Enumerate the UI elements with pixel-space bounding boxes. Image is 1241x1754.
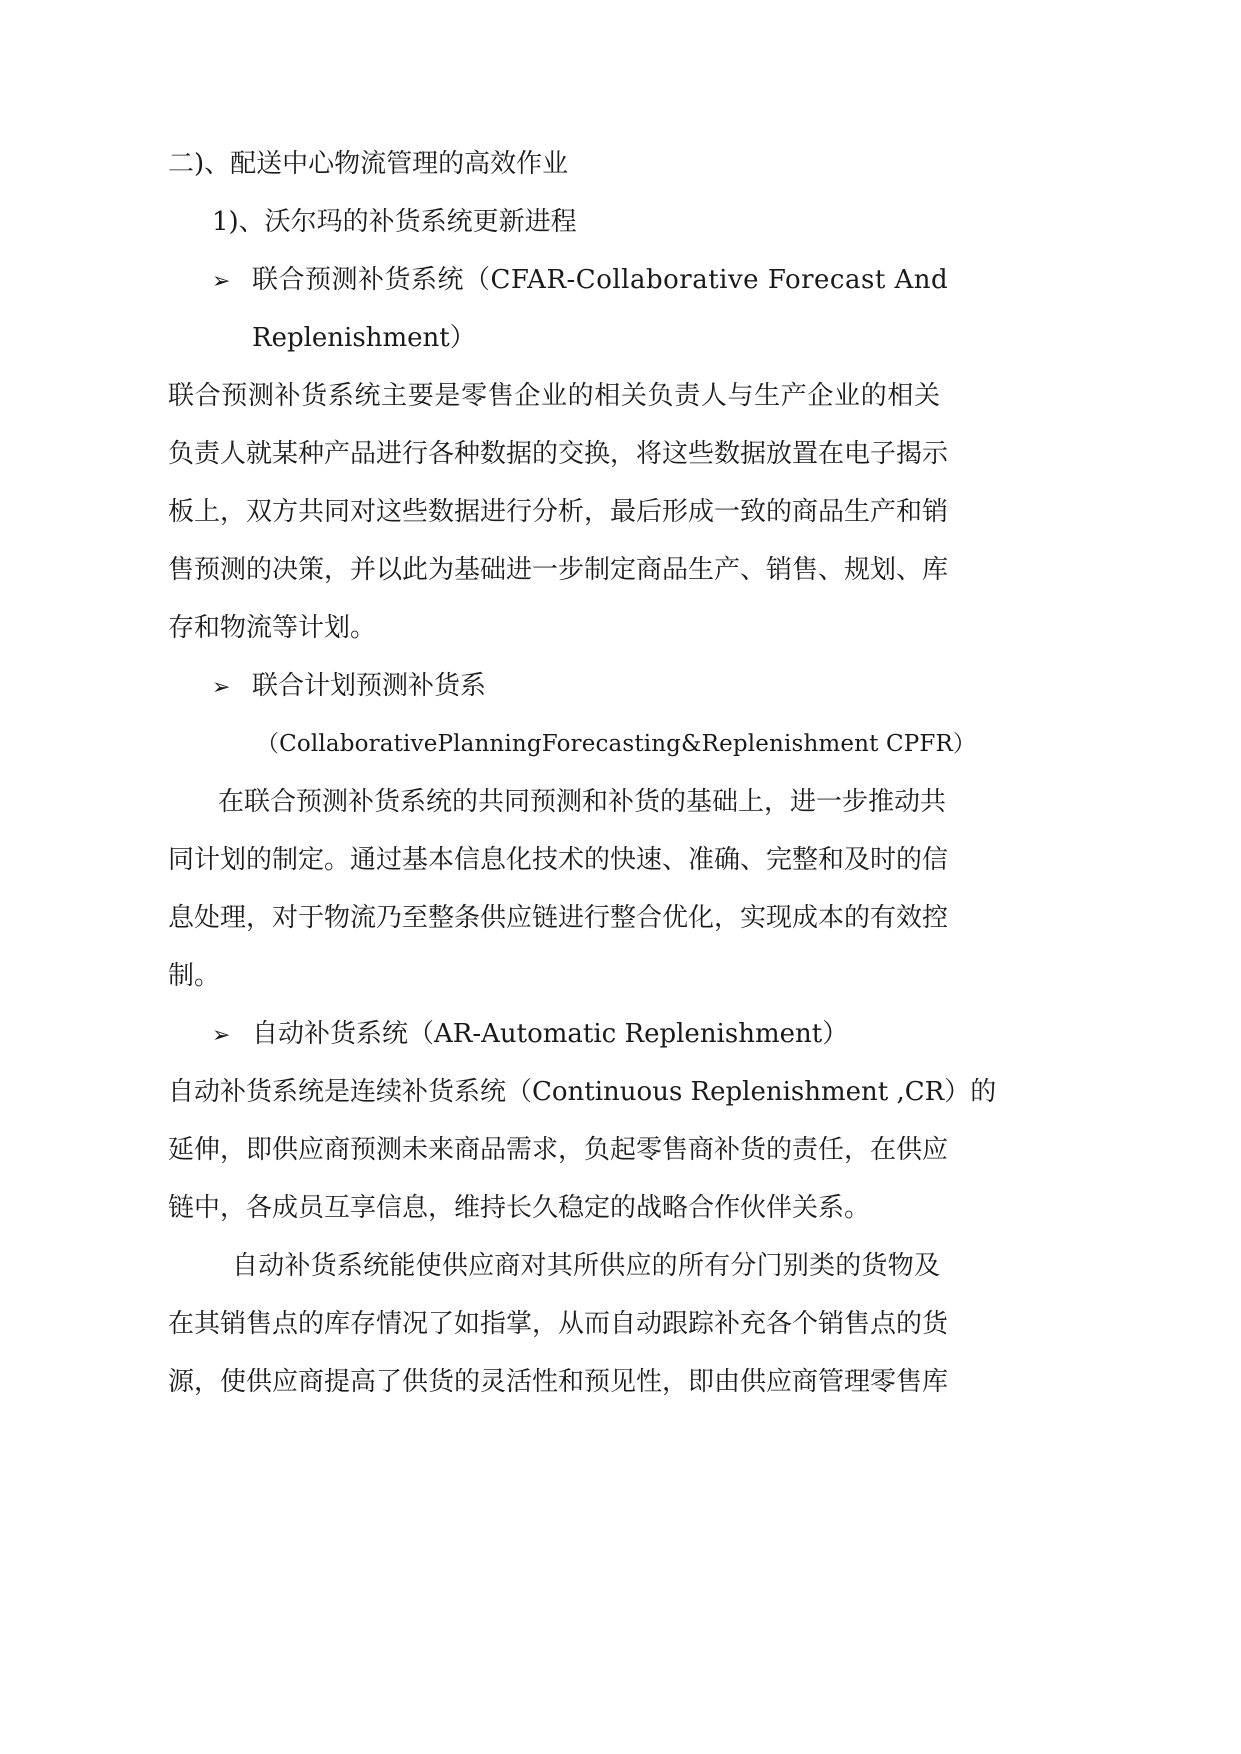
bullet-item-ar bbox=[212, 1018, 848, 1052]
bullet-title-line: Replenishment） bbox=[252, 323, 476, 353]
paragraph-line: 制。 bbox=[168, 961, 221, 991]
arrowhead-bullet-icon: ➢ bbox=[212, 675, 231, 700]
paragraph-line: 自动补货系统能使供应商对其所供应的所有分门别类的货物及 bbox=[232, 1251, 940, 1281]
paragraph-line: 联合预测补货系统主要是零售企业的相关负责人与生产企业的相关 bbox=[168, 381, 940, 411]
bullet-title-line: （CollaborativePlanningForecasting&Replenishment CPFR） bbox=[256, 731, 977, 757]
paragraph-line: 链中，各成员互享信息，维持长久稳定的战略合作伙伴关系。 bbox=[168, 1193, 871, 1223]
paragraph-line: 源，使供应商提高了供货的灵活性和预见性，即由供应商管理零售库 bbox=[168, 1367, 949, 1397]
paragraph-line: 存和物流等计划。 bbox=[168, 613, 377, 643]
arrowhead-bullet-icon: ➢ bbox=[212, 1023, 231, 1048]
paragraph-line: 负责人就某种产品进行各种数据的交换，将这些数据放置在电子揭示 bbox=[168, 439, 949, 469]
section-heading: 二)、配送中心物流管理的高效作业 bbox=[168, 149, 569, 179]
paragraph-line: 售预测的决策，并以此为基础进一步制定商品生产、销售、规划、库 bbox=[168, 555, 949, 585]
bullet-title-line: 联合计划预测补货系 bbox=[252, 671, 487, 701]
bullet-title-line: 联合预测补货系统（CFAR-Collaborative Forecast And bbox=[252, 265, 949, 295]
arrowhead-bullet-icon: ➢ bbox=[212, 269, 231, 294]
paragraph-line: 息处理，对于物流乃至整条供应链进行整合优化，实现成本的有效控 bbox=[168, 903, 949, 933]
paragraph-line: 延伸，即供应商预测未来商品需求，负起零售商补货的责任，在供应 bbox=[168, 1135, 949, 1165]
paragraph-line: 在联合预测补货系统的共同预测和补货的基础上，进一步推动共 bbox=[218, 787, 947, 817]
paragraph-line: 在其销售点的库存情况了如指掌，从而自动跟踪补充各个销售点的货 bbox=[168, 1309, 949, 1339]
paragraph-line: 板上，双方共同对这些数据进行分析，最后形成一致的商品生产和销 bbox=[168, 497, 949, 527]
subsection-heading: 1)、沃尔玛的补货系统更新进程 bbox=[212, 207, 577, 237]
bullet-item-cpfr bbox=[212, 670, 486, 704]
paragraph-line: 自动补货系统是连续补货系统（Continuous Replenishment ,CR）的 bbox=[168, 1077, 997, 1107]
bullet-title-line: 自动补货系统（AR-Automatic Replenishment） bbox=[252, 1019, 849, 1049]
bullet-item-cfar bbox=[212, 264, 949, 298]
paragraph-line: 同计划的制定。通过基本信息化技术的快速、准确、完整和及时的信 bbox=[168, 845, 949, 875]
